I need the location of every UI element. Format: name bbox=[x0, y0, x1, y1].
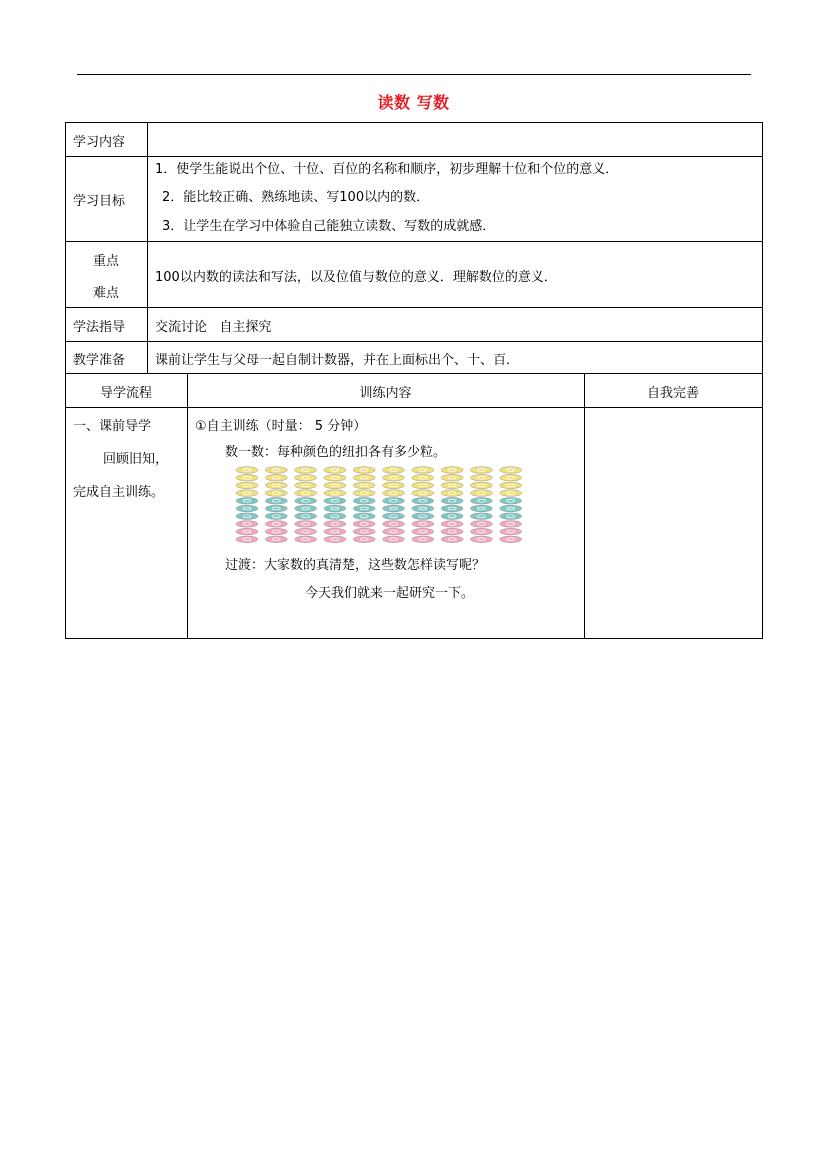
button-dot bbox=[412, 513, 434, 520]
button-dot bbox=[470, 498, 492, 505]
button-dot bbox=[295, 505, 317, 512]
button-dot bbox=[412, 467, 434, 474]
button-dot bbox=[236, 498, 258, 505]
goals-label: 学习目标 bbox=[73, 194, 126, 209]
button-dot bbox=[324, 498, 346, 505]
closing-text: 今天我们就来一起研究一下。 bbox=[305, 586, 475, 601]
button-dot bbox=[265, 490, 287, 497]
button-dot bbox=[470, 536, 492, 543]
count-prompt: 数一数：每种颜色的纽扣各有多少粒。 bbox=[225, 445, 447, 460]
key-point-label: 重点 bbox=[92, 254, 119, 269]
button-dot bbox=[383, 536, 405, 543]
method-label: 学法指导 bbox=[73, 320, 126, 335]
button-dot bbox=[295, 490, 317, 497]
button-dot bbox=[383, 528, 405, 535]
button-dot bbox=[500, 474, 522, 481]
button-dot bbox=[353, 513, 375, 520]
button-dot bbox=[353, 505, 375, 512]
flow-step-line-2: 回顾旧知， bbox=[103, 452, 169, 467]
button-dot bbox=[441, 498, 463, 505]
col-header-self: 自我完善 bbox=[646, 386, 699, 401]
button-dot bbox=[265, 513, 287, 520]
button-dot bbox=[236, 474, 258, 481]
button-dot bbox=[470, 482, 492, 489]
button-dot bbox=[295, 498, 317, 505]
flow-step-title: 一、课前导学 bbox=[73, 419, 152, 434]
button-dot bbox=[441, 482, 463, 489]
button-dot bbox=[500, 482, 522, 489]
button-dot bbox=[470, 513, 492, 520]
prep-value: 课前让学生与父母一起自制计数器，并在上面标出个、十、百． bbox=[155, 353, 520, 368]
button-dot bbox=[412, 536, 434, 543]
button-dot bbox=[295, 474, 317, 481]
button-dot bbox=[295, 521, 317, 528]
button-dot bbox=[265, 498, 287, 505]
button-dot bbox=[324, 513, 346, 520]
button-dot bbox=[383, 498, 405, 505]
button-dot bbox=[383, 513, 405, 520]
goal-item-1: 1．使学生能说出个位、十位、百位的名称和顺序，初步理解十位和个位的意义． bbox=[155, 162, 619, 177]
button-dot bbox=[236, 521, 258, 528]
button-dot bbox=[500, 490, 522, 497]
button-dot bbox=[265, 536, 287, 543]
button-dot bbox=[441, 528, 463, 535]
button-dot bbox=[500, 467, 522, 474]
button-dot bbox=[500, 513, 522, 520]
button-dot bbox=[470, 528, 492, 535]
button-dot bbox=[236, 513, 258, 520]
button-dot bbox=[470, 474, 492, 481]
button-dot bbox=[470, 490, 492, 497]
button-dot bbox=[353, 498, 375, 505]
goal-item-3: 3．让学生在学习中体验自己能独立读数、写数的成就感． bbox=[162, 219, 496, 234]
button-dot bbox=[500, 521, 522, 528]
button-dot bbox=[441, 474, 463, 481]
button-dot bbox=[295, 528, 317, 535]
button-dot bbox=[383, 490, 405, 497]
button-dot bbox=[324, 490, 346, 497]
button-dot bbox=[265, 528, 287, 535]
button-dot bbox=[412, 505, 434, 512]
col-header-flow: 导学流程 bbox=[99, 386, 152, 401]
button-dot bbox=[353, 467, 375, 474]
button-dot bbox=[383, 474, 405, 481]
content-label: 学习内容 bbox=[73, 135, 126, 150]
button-dot bbox=[295, 513, 317, 520]
button-dot bbox=[353, 521, 375, 528]
button-dot bbox=[500, 536, 522, 543]
button-dot bbox=[295, 536, 317, 543]
button-dot bbox=[500, 498, 522, 505]
button-dot bbox=[324, 505, 346, 512]
button-dot bbox=[265, 467, 287, 474]
button-dot bbox=[324, 528, 346, 535]
button-dot bbox=[295, 482, 317, 489]
button-dot bbox=[383, 505, 405, 512]
flow-step-line-3: 完成自主训练。 bbox=[73, 485, 165, 500]
button-dot bbox=[236, 467, 258, 474]
button-dot bbox=[236, 490, 258, 497]
button-dot bbox=[470, 467, 492, 474]
button-dot bbox=[353, 482, 375, 489]
button-dot bbox=[441, 505, 463, 512]
button-dot bbox=[500, 528, 522, 535]
goal-item-2: 2．能比较正确、熟练地读、写100以内的数． bbox=[162, 190, 430, 205]
button-dot bbox=[295, 467, 317, 474]
header-rule bbox=[77, 74, 751, 75]
button-dot bbox=[441, 536, 463, 543]
button-dot bbox=[236, 528, 258, 535]
button-dot bbox=[353, 528, 375, 535]
button-dot bbox=[441, 521, 463, 528]
button-dot bbox=[265, 505, 287, 512]
method-value: 交流讨论 自主探究 bbox=[155, 320, 272, 335]
button-dot bbox=[353, 490, 375, 497]
button-dot bbox=[412, 521, 434, 528]
button-dot bbox=[441, 467, 463, 474]
button-dot bbox=[412, 498, 434, 505]
button-dot bbox=[412, 482, 434, 489]
button-dot bbox=[383, 482, 405, 489]
page-title: 读数 写数 bbox=[377, 93, 450, 112]
button-dot bbox=[236, 536, 258, 543]
button-dot bbox=[324, 521, 346, 528]
button-dot bbox=[383, 521, 405, 528]
button-dot bbox=[236, 505, 258, 512]
key-value: 100以内数的读法和写法，以及位值与数位的意义．理解数位的意义． bbox=[155, 270, 557, 285]
buttons-illustration bbox=[234, 465, 534, 545]
button-dot bbox=[500, 505, 522, 512]
button-dot bbox=[236, 482, 258, 489]
training-title: ①自主训练（时量： 5 分钟） bbox=[195, 419, 367, 434]
button-dot bbox=[324, 536, 346, 543]
button-dot bbox=[412, 474, 434, 481]
button-dot bbox=[265, 474, 287, 481]
button-dot bbox=[441, 490, 463, 497]
button-dot bbox=[470, 521, 492, 528]
button-dot bbox=[324, 467, 346, 474]
button-dot bbox=[412, 528, 434, 535]
difficulty-label: 难点 bbox=[92, 286, 119, 301]
button-dot bbox=[353, 536, 375, 543]
transition-text: 过渡：大家数的真清楚，这些数怎样读写呢？ bbox=[225, 558, 486, 573]
button-dot bbox=[412, 490, 434, 497]
button-dot bbox=[353, 474, 375, 481]
button-dot bbox=[265, 482, 287, 489]
col-header-training: 训练内容 bbox=[359, 386, 412, 401]
button-dot bbox=[383, 467, 405, 474]
button-dot bbox=[470, 505, 492, 512]
button-dot bbox=[265, 521, 287, 528]
prep-label: 教学准备 bbox=[73, 353, 126, 368]
button-dot bbox=[441, 513, 463, 520]
button-dot bbox=[324, 474, 346, 481]
button-dot bbox=[324, 482, 346, 489]
